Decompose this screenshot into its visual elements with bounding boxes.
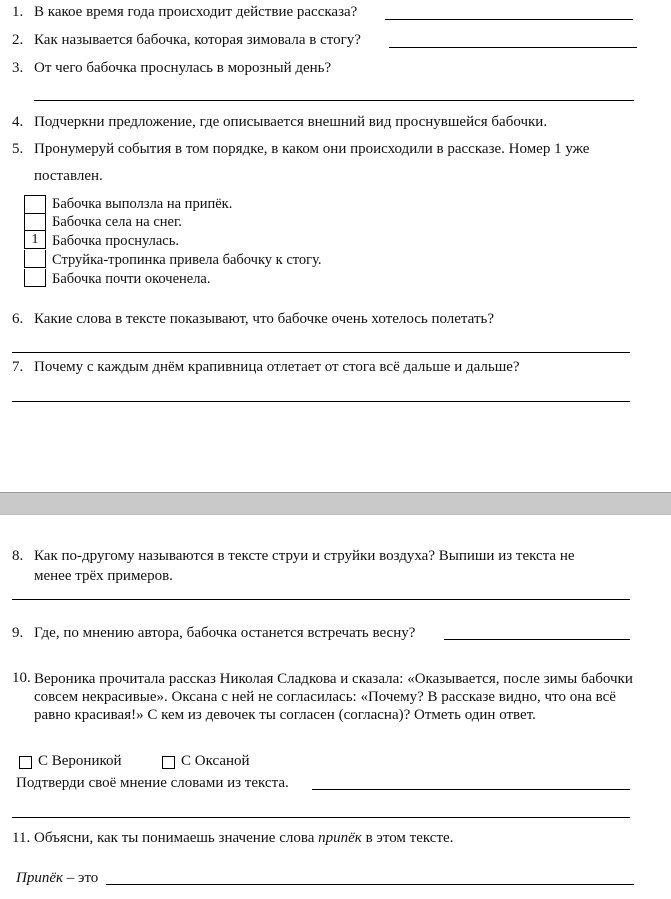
event-label: Бабочка выползла на припёк. — [52, 196, 233, 212]
option-veronika-checkbox[interactable] — [19, 756, 32, 769]
q2-answer-line[interactable] — [389, 47, 637, 48]
event-number-box[interactable] — [24, 213, 46, 231]
q11-answer-dash: – это — [63, 870, 99, 886]
q6-number: 6. — [12, 311, 24, 327]
option-oksana-label: С Оксаной — [181, 753, 250, 769]
q8-text: Как по-другому называются в тексте струи и струйки воздуха? Выпиши из текста не — [34, 548, 575, 564]
q7-text: Почему с каждым днём крапивница отлетает от стога всё дальше и дальше? — [34, 359, 520, 375]
q2-text: Как называется бабочка, которая зимовала в стогу? — [34, 32, 361, 48]
event-number-box[interactable] — [24, 195, 46, 214]
page-break — [0, 492, 671, 515]
q6-text: Какие слова в тексте показывают, что бабочке очень хотелось полетать? — [34, 311, 494, 327]
q4-number: 4. — [12, 114, 24, 130]
event-number-box[interactable]: 1 — [24, 231, 46, 249]
q11-text-after: в этом тексте. — [361, 830, 454, 846]
q8-number: 8. — [12, 548, 24, 564]
event-label: Бабочка села на снег. — [52, 214, 182, 230]
q1-answer-line[interactable] — [385, 19, 633, 20]
q11-number: 11. — [12, 830, 31, 846]
q3-text: От чего бабочка проснулась в морозный день? — [34, 60, 332, 76]
event-label: Струйка-тропинка привела бабочку к стогу. — [52, 252, 322, 268]
q5-number: 5. — [12, 141, 24, 157]
q11-text-before: Объясни, как ты понимаешь значение слова — [34, 830, 319, 846]
option-oksana-checkbox[interactable] — [162, 756, 175, 769]
event-number-box[interactable] — [24, 250, 46, 268]
option-veronika-label: С Вероникой — [38, 753, 122, 769]
q1-text: В какое время года происходит действие рассказа? — [34, 4, 358, 20]
q6-answer-line[interactable] — [12, 352, 630, 353]
q3-answer-line[interactable] — [34, 100, 634, 101]
q2-number: 2. — [12, 32, 24, 48]
event-label: Бабочка проснулась. — [52, 233, 179, 249]
q9-number: 9. — [12, 625, 24, 641]
q8-text-continued: менее трёх примеров. — [34, 568, 173, 584]
q11-answer-prompt — [16, 870, 98, 887]
q11-answer-line[interactable] — [106, 884, 634, 885]
q10-confirm-text: Подтверди своё мнение словами из текста. — [16, 775, 289, 791]
q8-answer-line[interactable] — [12, 599, 630, 600]
q4-text: Подчеркни предложение, где описывается внешний вид проснувшейся бабочки. — [34, 114, 548, 130]
q7-answer-line[interactable] — [12, 401, 630, 402]
q7-number: 7. — [12, 359, 24, 375]
event-label: Бабочка почти окоченела. — [52, 271, 211, 287]
q9-answer-line[interactable] — [444, 639, 630, 640]
q11-answer-word: Припёк — [16, 870, 64, 886]
q11-word: припёк — [318, 830, 362, 846]
q10-text: Вероника прочитала рассказ Николая Сладкова и сказала: «Оказывается, после зимы бабочки совсем некрасивые». Оксана с ней не согласилась: «Почему? В рассказе видно, что она всё равно красивая!» С кем из девочек ты согласен (согласна)? Отметь один ответ. — [34, 671, 633, 723]
q5-text-continued: поставлен. — [34, 168, 103, 184]
event-number-box[interactable] — [24, 269, 46, 287]
q10-number: 10. — [12, 670, 31, 686]
q1-number: 1. — [12, 4, 24, 20]
q3-number: 3. — [12, 60, 24, 76]
q5-text: Пронумеруй события в том порядке, в каком они происходили в рассказе. Номер 1 уже — [34, 141, 590, 157]
q10-answer-line[interactable] — [312, 789, 630, 790]
q10-answer-line-2[interactable] — [12, 817, 630, 818]
q11-text — [34, 830, 453, 847]
q9-text: Где, по мнению автора, бабочка останется встречать весну? — [34, 625, 416, 641]
